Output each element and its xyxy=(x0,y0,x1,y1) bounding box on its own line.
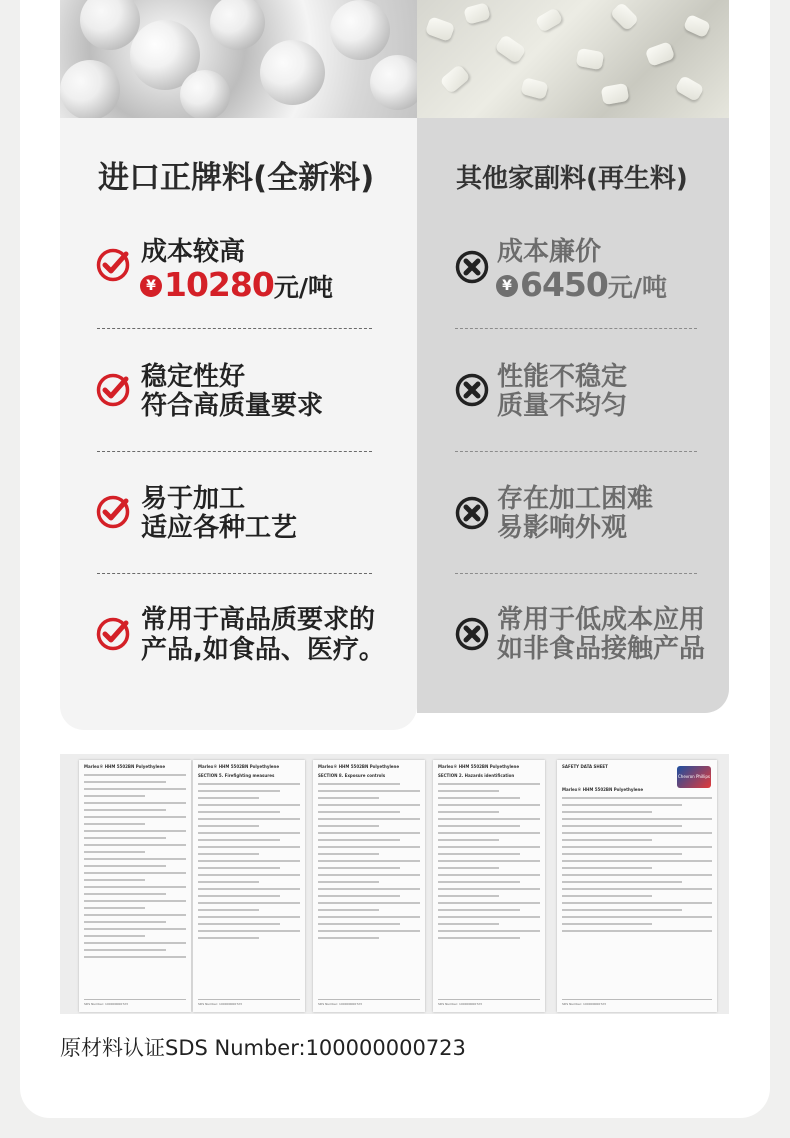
check-circle-icon xyxy=(96,617,130,651)
sds-caption: 原材料认证SDS Number:100000000723 xyxy=(60,1036,466,1060)
right-item-label: 成本廉价 xyxy=(497,237,602,267)
left-price xyxy=(140,265,333,304)
left-price-unit: 元/吨 xyxy=(273,273,333,302)
x-circle-icon xyxy=(455,250,489,284)
x-circle-icon xyxy=(455,373,489,407)
sds-document-page: Marlex® HHM 5502BN Polyethylene SECTION 2. Hazards identification SDS Number: 100000000723 xyxy=(433,760,545,1012)
right-item-label: 易影响外观 xyxy=(497,513,628,543)
check-circle-icon xyxy=(96,495,130,529)
check-circle-icon xyxy=(96,373,130,407)
divider xyxy=(97,573,372,574)
left-price-value: 10280 xyxy=(164,265,274,304)
new-material-title: 进口正牌料(全新料) xyxy=(98,160,375,196)
chevron-phillips-logo: Chevron Phillips xyxy=(677,766,711,788)
right-price xyxy=(496,265,667,304)
right-item-label: 存在加工困难 xyxy=(497,484,654,514)
divider xyxy=(97,451,372,452)
left-item-label: 稳定性好 xyxy=(141,362,246,392)
left-item-label: 符合高质量要求 xyxy=(141,391,324,421)
sds-document-page: Marlex® HHM 5502BN Polyethylene SDS Number: 100000000723 xyxy=(79,760,191,1012)
left-item-label: 常用于高品质要求的 xyxy=(141,605,376,635)
x-circle-icon xyxy=(455,496,489,530)
sds-document-page: Marlex® HHM 5502BN Polyethylene SECTION 5. Firefighting measures SDS Number: 100000000723 xyxy=(193,760,305,1012)
right-item-label: 质量不均匀 xyxy=(497,391,628,421)
left-item-label: 产品,如食品、医疗。 xyxy=(141,635,385,665)
right-item-label: 常用于低成本应用 xyxy=(497,605,706,635)
sds-document-page: SAFETY DATA SHEET Chevron Phillips Marlex® HHM 5502BN Polyethylene SDS Number: 100000000723 xyxy=(557,760,717,1012)
right-item-label: 性能不稳定 xyxy=(497,362,628,392)
divider xyxy=(455,328,697,329)
sds-document-page: Marlex® HHM 5502BN Polyethylene SECTION 8. Exposure controls SDS Number: 100000000723 xyxy=(313,760,425,1012)
right-price-unit: 元/吨 xyxy=(607,273,667,302)
yen-icon: ¥ xyxy=(140,275,162,297)
recycled-material-title: 其他家副料(再生料) xyxy=(456,164,688,194)
left-item-label: 易于加工 xyxy=(141,484,246,514)
right-price-value: 6450 xyxy=(520,265,608,304)
new-material-pellets-photo xyxy=(60,0,417,118)
x-circle-icon xyxy=(455,617,489,651)
divider xyxy=(97,328,372,329)
check-circle-icon xyxy=(96,248,130,282)
right-item-label: 如非食品接触产品 xyxy=(497,634,706,664)
sds-documents-strip xyxy=(60,754,729,1014)
left-item-label: 适应各种工艺 xyxy=(141,513,298,543)
yen-icon: ¥ xyxy=(496,275,518,297)
left-item-label: 成本较高 xyxy=(141,237,246,267)
recycled-material-pellets-photo xyxy=(417,0,729,118)
divider xyxy=(455,573,697,574)
divider xyxy=(455,451,697,452)
